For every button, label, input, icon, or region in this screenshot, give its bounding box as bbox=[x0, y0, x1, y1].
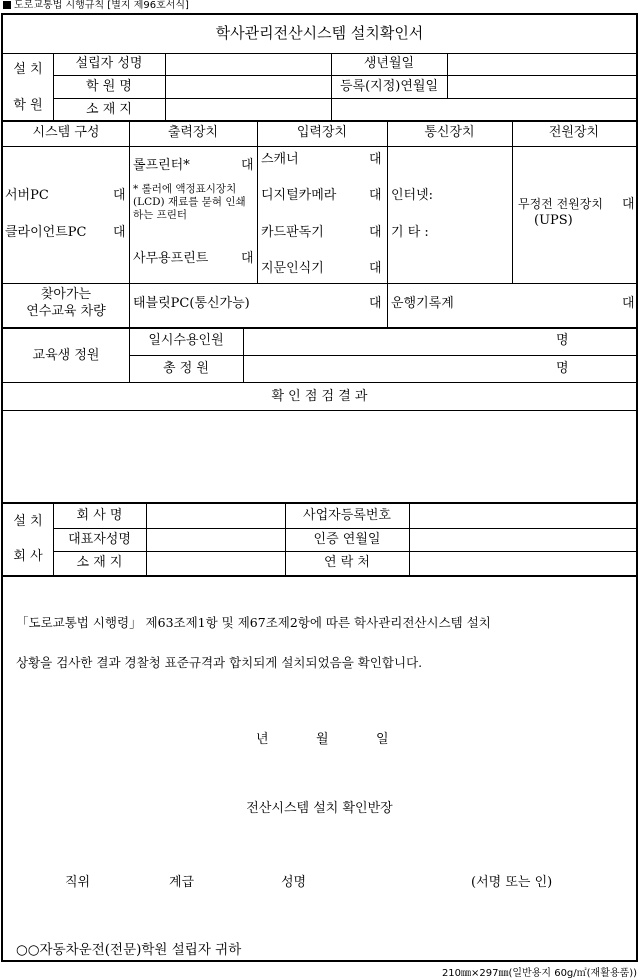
inspection-result-label: 확 인 점 검 결 과 bbox=[271, 389, 368, 404]
server-pc-unit: 대 bbox=[113, 188, 126, 203]
col-comm-device: 통신장치 bbox=[424, 125, 475, 140]
statement-line-1: 「도로교통법 시행령」 제63조제1항 및 제67조제2항에 따른 학사관리전산시스템 설치 bbox=[16, 615, 491, 630]
roll-printer-label: 롤프린터* bbox=[133, 158, 190, 173]
date-month: 월 bbox=[316, 732, 329, 747]
temporary-capacity-unit: 명 bbox=[556, 333, 569, 348]
paper-spec: 210㎜×297㎜(일반용지 60g/㎡(재활용품)) bbox=[441, 968, 637, 979]
card-reader-label: 카드판독기 bbox=[261, 225, 324, 240]
tachograph-unit: 대 bbox=[622, 296, 635, 311]
internet-label: 인터넷: bbox=[391, 188, 434, 203]
tachograph-label: 운행기록계 bbox=[391, 296, 454, 311]
total-capacity-label: 총 정 원 bbox=[163, 361, 209, 376]
school-address-label: 소 재 지 bbox=[86, 102, 132, 117]
server-pc-label: 서버PC bbox=[5, 188, 49, 203]
tablet-pc-label: 태블릿PC(통신가능) bbox=[133, 296, 250, 311]
roll-printer-note: * 롤러에 액정표시장치 (LCD) 재료를 묻혀 인쇄하는 프린터 bbox=[133, 183, 246, 221]
confirmation-form bbox=[1, 13, 638, 962]
capacity-label: 교육생 정원 bbox=[32, 348, 100, 363]
school-group-label: 설 치 bbox=[13, 62, 43, 77]
contact-label: 연 락 처 bbox=[324, 555, 370, 570]
registration-date-label: 등록(지정)연월일 bbox=[339, 79, 439, 94]
form-header bbox=[3, 0, 189, 12]
ups-unit: 대 bbox=[622, 197, 635, 212]
law-reference: 도로교통법 시행규칙 [별지 제96호서식] bbox=[14, 0, 189, 11]
inspector-title: 전산시스템 설치 확인반장 bbox=[246, 801, 393, 816]
birth-date-label: 생년월일 bbox=[363, 56, 415, 71]
business-number-label: 사업자등록번호 bbox=[303, 508, 391, 523]
company-address-label: 소 재 지 bbox=[76, 555, 123, 570]
certification-date-label: 인증 연월일 bbox=[313, 532, 381, 547]
col-system-config: 시스템 구성 bbox=[32, 125, 100, 140]
visiting-vehicle-label: 찾아가는 bbox=[40, 287, 92, 302]
client-pc-unit: 대 bbox=[113, 225, 126, 240]
form-title: 학사관리전산시스템 설치확인서 bbox=[215, 24, 424, 42]
col-power-device: 전원장치 bbox=[548, 125, 600, 140]
col-input-device: 입력장치 bbox=[296, 125, 348, 140]
digital-camera-label: 디지털카메라 bbox=[261, 188, 337, 203]
scanner-label: 스캐너 bbox=[261, 152, 299, 167]
name-label: 성명 bbox=[281, 875, 307, 890]
date-year: 년 bbox=[256, 732, 269, 747]
roll-printer-unit: 대 bbox=[241, 158, 254, 173]
scanner-unit: 대 bbox=[369, 152, 382, 167]
other-comm-label: 기 타 : bbox=[391, 225, 429, 240]
digital-camera-unit: 대 bbox=[369, 188, 382, 203]
ceo-name-label: 대표자성명 bbox=[68, 532, 131, 547]
school-group-label-2: 학 원 bbox=[13, 98, 43, 113]
fingerprint-reader-unit: 대 bbox=[369, 261, 382, 276]
recipient-line: ○○자동차운전(전문)학원 설립자 귀하 bbox=[16, 942, 242, 958]
fingerprint-reader-label: 지문인식기 bbox=[261, 261, 324, 276]
client-pc-label: 클라이언트PC bbox=[5, 225, 87, 240]
company-group-label: 설 치 bbox=[13, 514, 43, 529]
office-printer-label: 사무용프린트 bbox=[133, 251, 209, 266]
card-reader-unit: 대 bbox=[369, 225, 382, 240]
company-name-label: 회 사 명 bbox=[76, 508, 123, 523]
temporary-capacity-label: 일시수용인원 bbox=[148, 333, 224, 348]
tablet-pc-unit: 대 bbox=[369, 296, 382, 311]
ups-label-2: (UPS) bbox=[534, 213, 573, 228]
col-output-device: 출력장치 bbox=[167, 125, 219, 140]
signature-label: (서명 또는 인) bbox=[471, 875, 553, 890]
school-name-label: 학 원 명 bbox=[86, 79, 132, 94]
founder-name-label: 설립자 성명 bbox=[75, 56, 143, 71]
square-bullet-icon bbox=[3, 1, 11, 9]
total-capacity-unit: 명 bbox=[556, 361, 569, 376]
company-group-label-2: 회 사 bbox=[13, 549, 43, 564]
visiting-vehicle-label-2: 연수교육 차량 bbox=[26, 304, 106, 319]
rank-label: 계급 bbox=[169, 875, 195, 890]
ups-label: 무정전 전원장치 bbox=[518, 197, 603, 211]
date-day: 일 bbox=[376, 732, 389, 747]
position-label: 직위 bbox=[65, 875, 91, 890]
office-printer-unit: 대 bbox=[241, 251, 254, 266]
statement-line-2: 상황을 검사한 결과 경찰청 표준규격과 합치되게 설치되었음을 확인합니다. bbox=[16, 655, 423, 670]
